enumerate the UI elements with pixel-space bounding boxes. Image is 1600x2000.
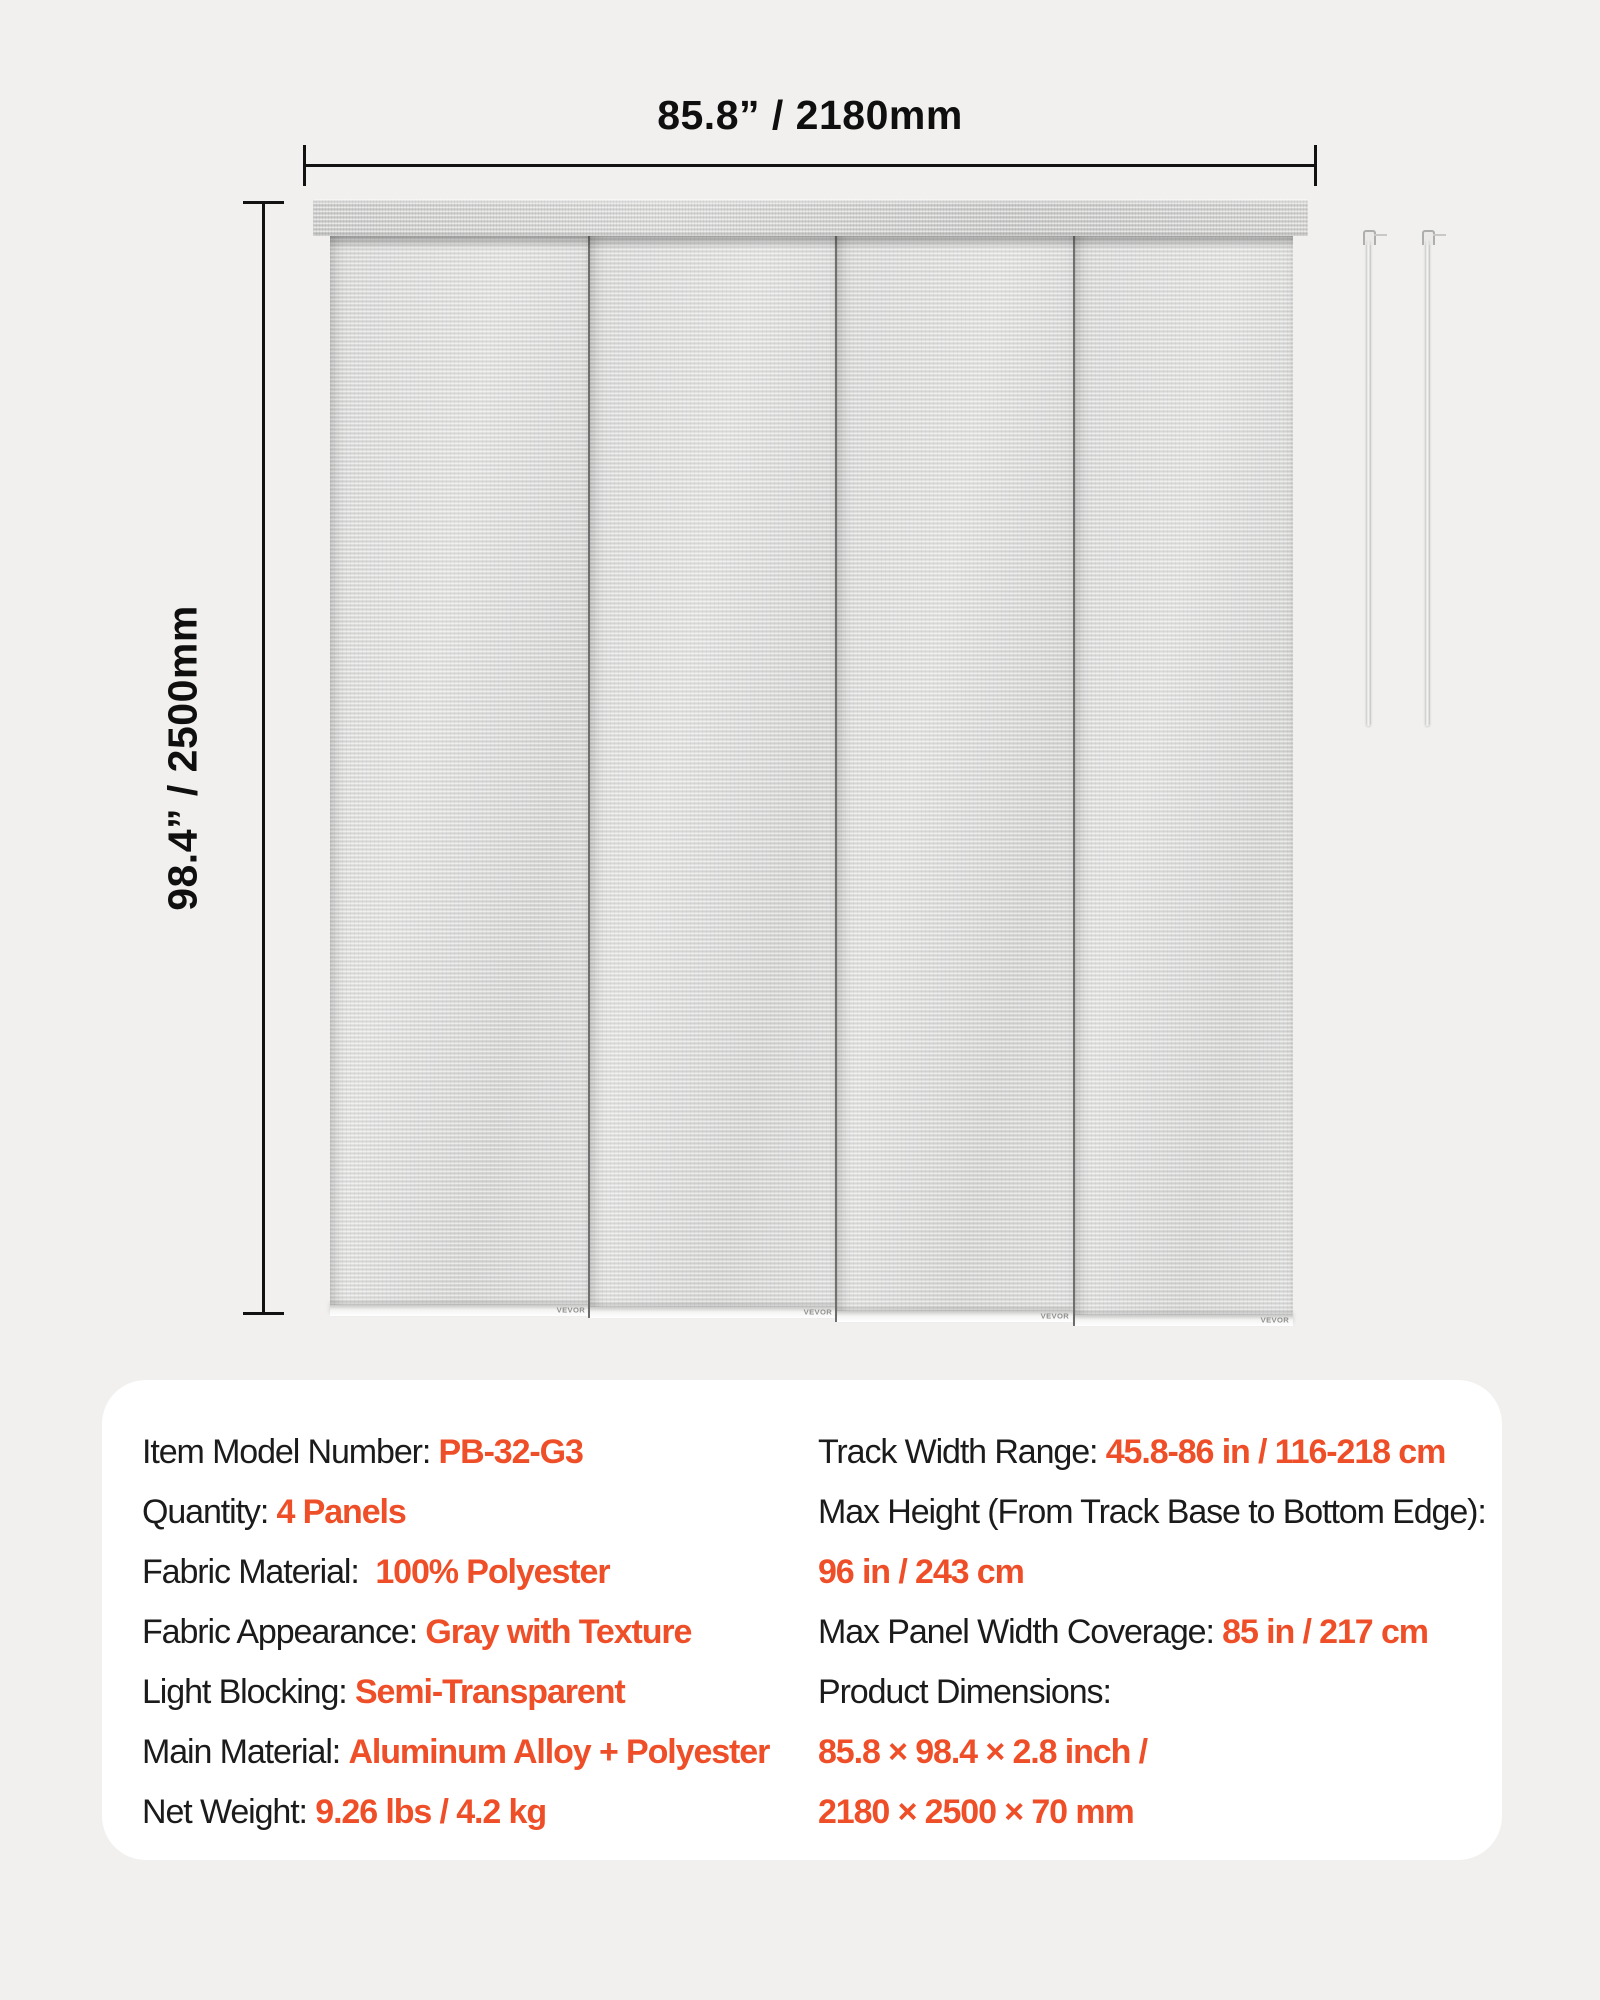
spec-label: Max Height (From Track Base to Bottom Edge):: [818, 1493, 1486, 1531]
spec-row: [818, 1662, 1486, 1722]
spec-label: Max Panel Width Coverage:: [818, 1613, 1223, 1651]
spec-label: Net Weight:: [142, 1793, 316, 1831]
blind-panel: [1073, 236, 1293, 1326]
vevor-logo: VEVOR: [803, 1307, 832, 1317]
spec-value: Gray with Texture: [425, 1613, 692, 1651]
spec-value: 45.8-86 in / 116-218 cm: [1105, 1433, 1446, 1471]
panel-bottom-rail: [1075, 1315, 1293, 1326]
vevor-logo: VEVOR: [1261, 1315, 1290, 1325]
height-dimension-label: 98.4” / 2500mm: [159, 605, 206, 911]
width-dimension-label: 85.8” / 2180mm: [657, 92, 963, 138]
spec-row: [818, 1422, 1486, 1482]
spec-row: [818, 1782, 1486, 1842]
spec-value: 96 in / 243 cm: [818, 1553, 1024, 1591]
spec-row: [818, 1482, 1486, 1542]
spec-value: 2180 × 2500 × 70 mm: [818, 1793, 1134, 1831]
spec-label: Fabric Appearance:: [142, 1613, 426, 1651]
rail-shadow: [330, 236, 1293, 249]
blind-panel: [835, 236, 1072, 1322]
spec-row: [142, 1602, 769, 1662]
control-wand-left: [1366, 240, 1371, 726]
panel-bottom-rail: [330, 1305, 588, 1316]
spec-row: [142, 1782, 769, 1842]
spec-card: [102, 1380, 1502, 1860]
spec-label: Product Dimensions:: [818, 1673, 1111, 1711]
spec-label: Main Material:: [142, 1733, 349, 1771]
wand-hook-icon: [1422, 230, 1435, 245]
spec-value: PB-32-G3: [438, 1433, 583, 1471]
vevor-logo: VEVOR: [556, 1305, 585, 1315]
spec-value: Semi-Transparent: [354, 1673, 625, 1711]
spec-label: Fabric Material:: [142, 1553, 376, 1591]
panel-bottom-rail: [837, 1311, 1072, 1322]
spec-label: Item Model Number:: [142, 1433, 439, 1471]
width-dimension-line: [303, 164, 1317, 167]
spec-row: [818, 1722, 1486, 1782]
spec-label: Quantity:: [142, 1493, 277, 1531]
blind-panel: [330, 236, 588, 1316]
height-dimension-line: [262, 201, 265, 1315]
spec-row: [818, 1602, 1486, 1662]
spec-value: 85 in / 217 cm: [1222, 1613, 1428, 1651]
wand-hook-icon: [1363, 230, 1376, 245]
spec-value: 100% Polyester: [375, 1553, 610, 1591]
spec-column-right: [818, 1422, 1486, 1842]
spec-row: [142, 1482, 769, 1542]
spec-value: 9.26 lbs / 4.2 kg: [315, 1793, 547, 1831]
spec-value: Aluminum Alloy + Polyester: [348, 1733, 770, 1771]
spec-row: [142, 1722, 769, 1782]
spec-row: [142, 1422, 769, 1482]
spec-column-left: [142, 1422, 769, 1842]
spec-value: 4 Panels: [276, 1493, 406, 1531]
control-wand-right: [1425, 240, 1430, 726]
spec-value: 85.8 × 98.4 × 2.8 inch /: [818, 1733, 1147, 1771]
vevor-logo: VEVOR: [1040, 1311, 1070, 1321]
blind-track-rail: [313, 199, 1308, 236]
spec-row: [818, 1542, 1486, 1602]
spec-row: [142, 1542, 769, 1602]
blind-panels: [330, 236, 1293, 1328]
spec-label: Light Blocking:: [142, 1673, 355, 1711]
spec-row: [142, 1662, 769, 1722]
panel-bottom-rail: [590, 1307, 835, 1318]
spec-label: Track Width Range:: [818, 1433, 1106, 1471]
blind-panel: [588, 236, 835, 1318]
